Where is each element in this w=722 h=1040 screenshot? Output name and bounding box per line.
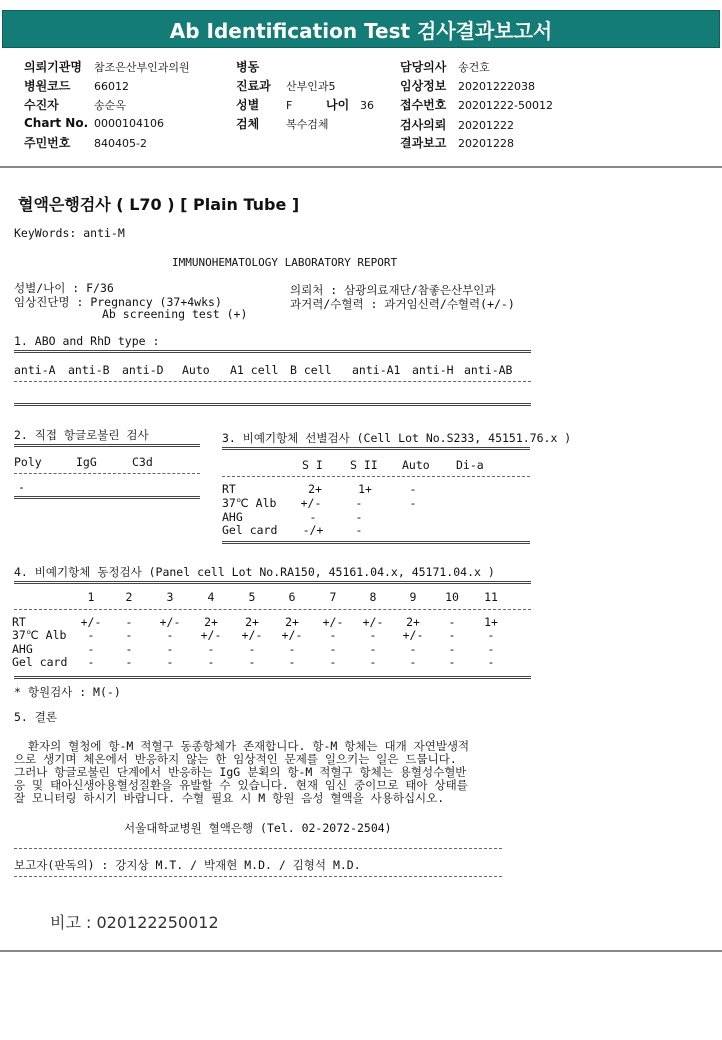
divider [222, 541, 530, 544]
abo-header: anti-A1 [352, 363, 401, 377]
screen-cell: - [409, 482, 417, 496]
panel-cell: - [125, 642, 133, 656]
screen-cell: 2+ [308, 482, 322, 496]
dept-label: 진료과 [236, 79, 271, 93]
panel-cell: 2+ [245, 615, 259, 629]
screen-row-label: AHG [222, 510, 243, 524]
panel-title: 4. 비예기항체 동정검사 (Panel cell Lot No.RA150, 45161.04.x, 45171.04.x ) [14, 565, 495, 579]
panel-cell: 1+ [484, 615, 498, 629]
lab-title: IMMUNOHEMATOLOGY LABORATORY REPORT [172, 256, 398, 269]
antigen-result: * 항원검사 : M(-) [14, 685, 121, 699]
panel-cell: - [487, 655, 495, 669]
resident-value: 840405-2 [94, 137, 147, 150]
screen-row-label: 37℃ Alb [222, 496, 277, 510]
panel-col-header: 7 [329, 590, 337, 604]
screen-cell: - [355, 510, 363, 524]
divider [222, 447, 530, 450]
screen-cell: - [309, 510, 317, 524]
abo-header: Auto [182, 363, 210, 377]
panel-cell: - [87, 642, 95, 656]
referrer: 의뢰처 : 삼광의료재단/참좋은산부인과 [290, 283, 496, 297]
panel-cell: +/- [322, 615, 344, 629]
dat-header: Poly [14, 455, 42, 469]
blood-bank: 서울대학교병원 혈액은행 (Tel. 02-2072-2504) [124, 821, 392, 835]
dat-header: C3d [132, 455, 153, 469]
panel-row-label: Gel card [12, 655, 68, 669]
request-value: 20201222 [458, 119, 514, 132]
screen-row-label: Gel card [222, 523, 278, 537]
institution-value: 참조은산부인과의원 [94, 61, 190, 74]
panel-cell: - [448, 642, 456, 656]
ward-label: 병동 [236, 60, 260, 74]
screen-header: S I [302, 458, 323, 472]
screen-header: Di-a [456, 458, 484, 472]
chart-value: 0000104106 [94, 117, 164, 130]
conclusion-line: 그러나 항글로불린 단계에서 반응하는 IgG 분획의 항-M 적혈구 항체는 용혈성수혈반 [14, 765, 467, 779]
institution-label: 의뢰기관명 [24, 60, 82, 74]
panel-cell: +/- [281, 628, 303, 642]
conclusion-line: 환자의 혈청에 항-M 적혈구 동종항체가 존재합니다. 항-M 항체는 대개 자연발생적 [14, 739, 470, 753]
divider [14, 496, 200, 499]
diagnosis: 임상진단명 : Pregnancy (37+4wks) [14, 295, 222, 309]
receipt-value: 20201222-50012 [458, 99, 553, 112]
panel-cell: - [248, 655, 256, 669]
panel-cell: - [166, 642, 174, 656]
sex-age: 성별/나이 : F/36 [14, 281, 114, 295]
panel-cell: - [409, 642, 417, 656]
keywords: KeyWords: anti-M [14, 226, 125, 240]
screen-cell: -/+ [302, 523, 324, 537]
dept-value: 산부인과5 [286, 80, 336, 93]
dat-title: 2. 직접 항글로불린 검사 [14, 428, 149, 442]
panel-cell: - [448, 628, 456, 642]
abo-header: anti-AB [464, 363, 513, 377]
panel-col-header: 2 [125, 590, 133, 604]
panel-cell: - [125, 628, 133, 642]
chart-label: Chart No. [24, 116, 89, 130]
panel-cell: - [125, 615, 133, 629]
history: 과거력/수혈력 : 과거임신력/수혈력(+/-) [290, 297, 515, 311]
patient-value: 송순옥 [94, 99, 126, 112]
divider [14, 876, 502, 877]
panel-cell: 2+ [285, 615, 299, 629]
panel-cell: +/- [159, 615, 181, 629]
panel-cell: +/- [362, 615, 384, 629]
section-title: 혈액은행검사 ( L70 ) [ Plain Tube ] [18, 195, 300, 214]
screen-cell: - [409, 496, 417, 510]
panel-cell: - [369, 628, 377, 642]
clinical-label: 임상정보 [400, 79, 447, 93]
panel-cell: - [207, 642, 215, 656]
sex-label: 성별 [236, 98, 260, 112]
panel-cell: - [329, 642, 337, 656]
dat-header: IgG [76, 455, 97, 469]
hospital-code-label: 병원코드 [24, 79, 71, 93]
panel-cell: - [487, 628, 495, 642]
doctor-label: 담당의사 [400, 60, 447, 74]
divider [14, 848, 502, 849]
panel-cell: - [329, 655, 337, 669]
sex-value: F [286, 99, 293, 112]
panel-col-header: 9 [409, 590, 417, 604]
abo-header: B cell [290, 363, 332, 377]
panel-col-header: 5 [248, 590, 256, 604]
panel-col-header: 6 [288, 590, 296, 604]
panel-col-header: 3 [166, 590, 174, 604]
panel-cell: 2+ [406, 615, 420, 629]
screen-cell: 1+ [358, 482, 372, 496]
divider [14, 676, 531, 679]
divider [14, 381, 531, 382]
screen-title: 3. 비예기항체 선별검사 (Cell Lot No.S233, 45151.76.x ) [222, 431, 572, 445]
panel-cell: 2+ [204, 615, 218, 629]
report-title: Ab Identification Test 검사결과보고서 [2, 10, 720, 48]
specimen-value: 복수검체 [286, 118, 329, 131]
panel-cell: +/- [80, 615, 102, 629]
panel-col-header: 4 [207, 590, 215, 604]
divider [14, 403, 531, 406]
remark: 비고 : 020122250012 [50, 913, 219, 932]
diagnosis-line2: Ab screening test (+) [102, 307, 248, 321]
panel-cell: - [448, 615, 456, 629]
panel-col-header: 8 [369, 590, 377, 604]
panel-cell: - [369, 642, 377, 656]
panel-col-header: 1 [87, 590, 95, 604]
divider [222, 476, 530, 477]
screen-cell: - [355, 496, 363, 510]
abo-header: anti-D [122, 363, 164, 377]
screen-cell: +/- [300, 496, 322, 510]
panel-row-label: 37℃ Alb [12, 628, 67, 642]
panel-col-header: 11 [484, 590, 498, 604]
panel-row-label: RT [12, 615, 26, 629]
panel-row-label: AHG [12, 642, 33, 656]
panel-col-header: 10 [445, 590, 459, 604]
panel-cell: - [329, 628, 337, 642]
panel-cell: - [248, 642, 256, 656]
abo-header: anti-B [68, 363, 110, 377]
panel-cell: - [409, 655, 417, 669]
panel-cell: - [448, 655, 456, 669]
panel-cell: +/- [241, 628, 263, 642]
patient-label: 수진자 [24, 98, 59, 112]
panel-cell: - [288, 655, 296, 669]
abo-title: 1. ABO and RhD type : [14, 334, 160, 348]
panel-cell: - [369, 655, 377, 669]
conclusion-line: 잘 모니터링 하시기 바랍니다. 수혈 필요 시 M 항원 음성 혈액을 사용하십시오. [14, 791, 445, 805]
screen-cell: - [355, 523, 363, 537]
panel-cell: +/- [402, 628, 424, 642]
resident-label: 주민번호 [24, 136, 71, 150]
divider [14, 350, 531, 353]
panel-cell: - [125, 655, 133, 669]
specimen-label: 검체 [236, 117, 260, 131]
divider [14, 581, 531, 584]
conclusion-title: 5. 결론 [14, 710, 57, 724]
panel-cell: - [87, 655, 95, 669]
panel-cell: - [487, 642, 495, 656]
reporter: 보고자(판독의) : 강지상 M.T. / 박재현 M.D. / 김형석 M.D. [14, 858, 361, 872]
doctor-value: 송건호 [458, 61, 490, 74]
dat-value: - [18, 480, 25, 494]
divider [14, 444, 200, 447]
divider [14, 473, 200, 474]
abo-header: anti-A [14, 363, 56, 377]
screen-header: S II [350, 458, 378, 472]
panel-cell: - [166, 628, 174, 642]
conclusion-line: 으로 생기며 체온에서 반응하지 않는 한 임상적인 문제를 일으키는 일은 드뭅니다. [14, 752, 457, 766]
clinical-value: 20201222038 [458, 80, 535, 93]
hospital-code-value: 66012 [94, 80, 129, 93]
receipt-label: 접수번호 [400, 98, 447, 112]
conclusion-line: 응 및 태아신생아용혈성질환을 유발할 수 있습니다. 현재 임신 중이므로 태아 상태를 [14, 778, 468, 792]
abo-header: anti-H [412, 363, 454, 377]
report-date-label: 결과보고 [400, 136, 447, 150]
age-value: 36 [360, 99, 374, 112]
panel-cell: - [87, 628, 95, 642]
report-date-value: 20201228 [458, 137, 514, 150]
screen-row-label: RT [222, 482, 236, 496]
screen-header: Auto [402, 458, 430, 472]
abo-header: A1 cell [230, 363, 279, 377]
request-label: 검사의뢰 [400, 118, 447, 132]
panel-cell: - [288, 642, 296, 656]
panel-cell: +/- [200, 628, 222, 642]
panel-cell: - [166, 655, 174, 669]
age-label: 나이 [326, 98, 350, 112]
divider [14, 609, 531, 610]
panel-cell: - [207, 655, 215, 669]
